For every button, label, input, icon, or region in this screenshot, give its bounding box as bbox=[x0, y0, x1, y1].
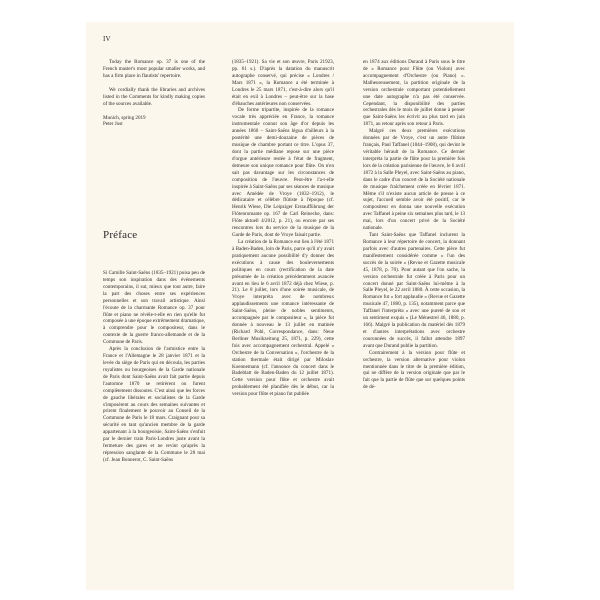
paragraph: Today the Romance op. 37 is one of the French master's most popular smaller works, and has a firm place in flautists' repertoire. bbox=[103, 59, 205, 79]
paragraph: Malgré ces deux premières exécutions données par de Vroye, c'est un autre flûtiste français, Paul Taffanel (1844–1908), qui devint le véritable hérault de la Romance. Ce dernier interpréta la partie de flûte pour la première fois lors de la création parisienne de l'œuvre, le 6 avril 1872 à la Salle Pleyel, avec Saint-Saëns au piano, dans le cadre d'un concert de la Société nationale de musique fraîchement créée en février 1871. Même s'il n'existe aucun article de presse à ce sujet, l'accueil semble avoir été positif, car le compositeur en donna une nouvelle exécution avec Taffanel à peine six semaines plus tard, le 13 mai, lors d'un concert privé de la Société nationale. bbox=[363, 128, 465, 232]
column-left-top bbox=[103, 59, 205, 128]
score-preface-page bbox=[86, 22, 514, 590]
column-right bbox=[363, 59, 465, 391]
preface-heading: Préface bbox=[103, 229, 138, 241]
column-middle bbox=[232, 59, 334, 398]
paragraph: We cordially thank the libraries and archives listed in the Comments for kindly making copies of the sources available. bbox=[103, 86, 205, 107]
page-number: IV bbox=[103, 35, 111, 43]
paragraph: (1835–1921). Sa vie et son œuvre, Paris 21923, pp. 61 s.). D'après la datation du manuscrit autographe conservé, qui précise « Londres / Mars 1871 », la Romance a été terminée à Londres le 25 mars 1871, c'est-à-dire alors qu'il était en exil à Londres – peut-être sur la base d'ébauches antérieures non conservées. bbox=[232, 59, 334, 107]
paragraph: De forme tripartite, inspirée de la romance vocale très appréciée en France, la romance instrumentale connut son âge d'or depuis les années 1860 – Saint-Saëns légua d'ailleurs à la postérité une demi-douzaine de pièces de musique de chambre portant ce titre. L'opus 37, dont la partie médiane repose sur une pièce d'orgue antérieure restée à l'état de fragment, demeure son unique romance pour flûte. On n'en sait pas davantage sur les circonstances de composition de l'œuvre. Peut-être l'a-t-elle inspirée à Saint-Saëns par ses séances de musique avec Amédée de Vroye (1832–1912), le dédicataire et célèbre flûtiste à l'époque (cf. Henrik Wiese, Die Leipziger Erstaufführung der Flötenromante op. 167 de Carl Reinecke, dans: Flöte aktuell 4/2012, p. 21), ou encore par ses rencontres lors du service de la musique de la Garde de Paris, dont de Vroye faisait partie. bbox=[232, 107, 334, 239]
paragraph: en 1874 aux éditions Durand à Paris sous le titre de « Romance pour Flûte (ou Violon) avec accompagnement d'Orchestre (ou Piano) ». Malheureusement, la partition originale de la version orchestrale comportant potentiellement une date autographe n'a pas été conservée. Cependant, la disponibilité des parties orchestrales dès le mois de juillet donne à penser que Saint-Saëns les écrivit au plus tard en juin 1871, au retour après son retour à Paris. bbox=[363, 59, 465, 128]
paragraph: Si Camille Saint-Saëns (1835–1921) puisa peu de temps son inspiration dans des événements contemporains, il sut, mieux que tout autre, faire la part des choses entre ses expériences personnelles et son travail artistique. Ainsi l'écoute de la charmante Romance op. 37 pour flûte et piano ne révèle-t-elle en rien qu'elle fut composée à une époque extrêmement dramatique, à comprendre pour le compositeur, dans le contexte de la guerre franco-allemande et de la Commune de Paris. bbox=[103, 270, 205, 346]
author-name: Peter Jost bbox=[103, 121, 123, 128]
column-left-lower bbox=[103, 270, 205, 464]
paragraph: Contrairement à la version pour flûte et orchestre, la version alternative pour violon mentionnée dans le titre de la première édition, qui ne diffère de la version originale que par le fait que la partie de flûte que sur quelques points de dé- bbox=[363, 349, 465, 391]
place-date: Munich, spring 2019 bbox=[103, 114, 146, 121]
paragraph: Après la conclusion de l'armistice entre la France et l'Allemagne le 28 janvier 1871 et la levée du siège de Paris qui en découla, les parties royalistes ou bourgeoises de la Garde nationale de Paris dont Saint-Saëns avait fait partie depuis l'automne 1870 se retirèrent ou furent complètement dissoutes. C'est ainsi que les forces de gauche libérales et socialistes de la Garde s'imposèrent au cours des semaines suivantes et prirent finalement le pouvoir au Conseil de la Commune de Paris le 18 mars. Craignant pour sa sécurité en tant qu'ancien membre de la garde appartenant à la bourgeoisie, Saint-Saëns s'enfuit par le dernier train Paris-Londres juste avant la fermeture des gares et ne revint qu'après la répression sanglante de la Commune le 28 mai (cf. Jean Bonnerot, C. Saint-Saëns bbox=[103, 346, 205, 463]
paragraph: La création de la Romance eut lieu à l'été 1871 à Baden-Baden, loin de Paris, parce qu'il n'y avait pratiquement aucune possibilité d'y donner des exécutions à cause des bouleversements politiques en cours (rectification de la date présumée de la création précédemment avancée avant en lieu le 6 avril 1872 déjà chez Wiese, p. 21). Le 8 juillet, lors d'une soirée musicale, de Vroye interpréta avec de nombreux applaudissements une romance intéressante de Saint-Saëns, pleine de nobles sentiments, accompagnée par le compositeur », la pièce fut donnée à nouveau le 13 juillet en matinée (Richard Pohl, Correspondance, dans: Neue Berliner Musikzeitung 25, 1871, p. 229), cette fois avec accompagnement orchestral. Appelé « Orchestre de la Conversation », l'orchestre de la station thermale était dirigé par Miloslav Koennemann (cf. l'annonce du concert dans le Badeblatt de Baden-Baden du 12 juillet 1871). Cette version pour flûte et orchestre avait probablement été planifiée dès le début, car la version pour flûte et piano fut publiée bbox=[232, 238, 334, 398]
paragraph: Tant Saint-Saëns que Taffanel inclurent la Romance à leur répertoire de concert, la donnant parfois avec d'autres partenaires. Cette pièce fut manifestement considérée comme « l'un des succès de la soirée » (Revue et Gazette musicale 45, 1878, p. 70). Pour autant que l'on sache, la version orchestrale fut créée à Paris pour un concert donné par Saint-Saëns lui-même à la Salle Pleyel, le 22 avril 1880. À cette occasion, la Romance fut « fort applaudie » (Revue et Gazette musicale 47, 1880, p. 135), notamment parce que Taffanel l'interpréta « avec une pureté de son et un sentiment exquis » (Le Ménestrel 46, 1880, p. 166). Malgré la publication du matériel dès 1879 et d'autres interprétations avec orchestre couronnées de succès, il fallut attendre 1897 avant que Durand publie la partition. bbox=[363, 232, 465, 349]
